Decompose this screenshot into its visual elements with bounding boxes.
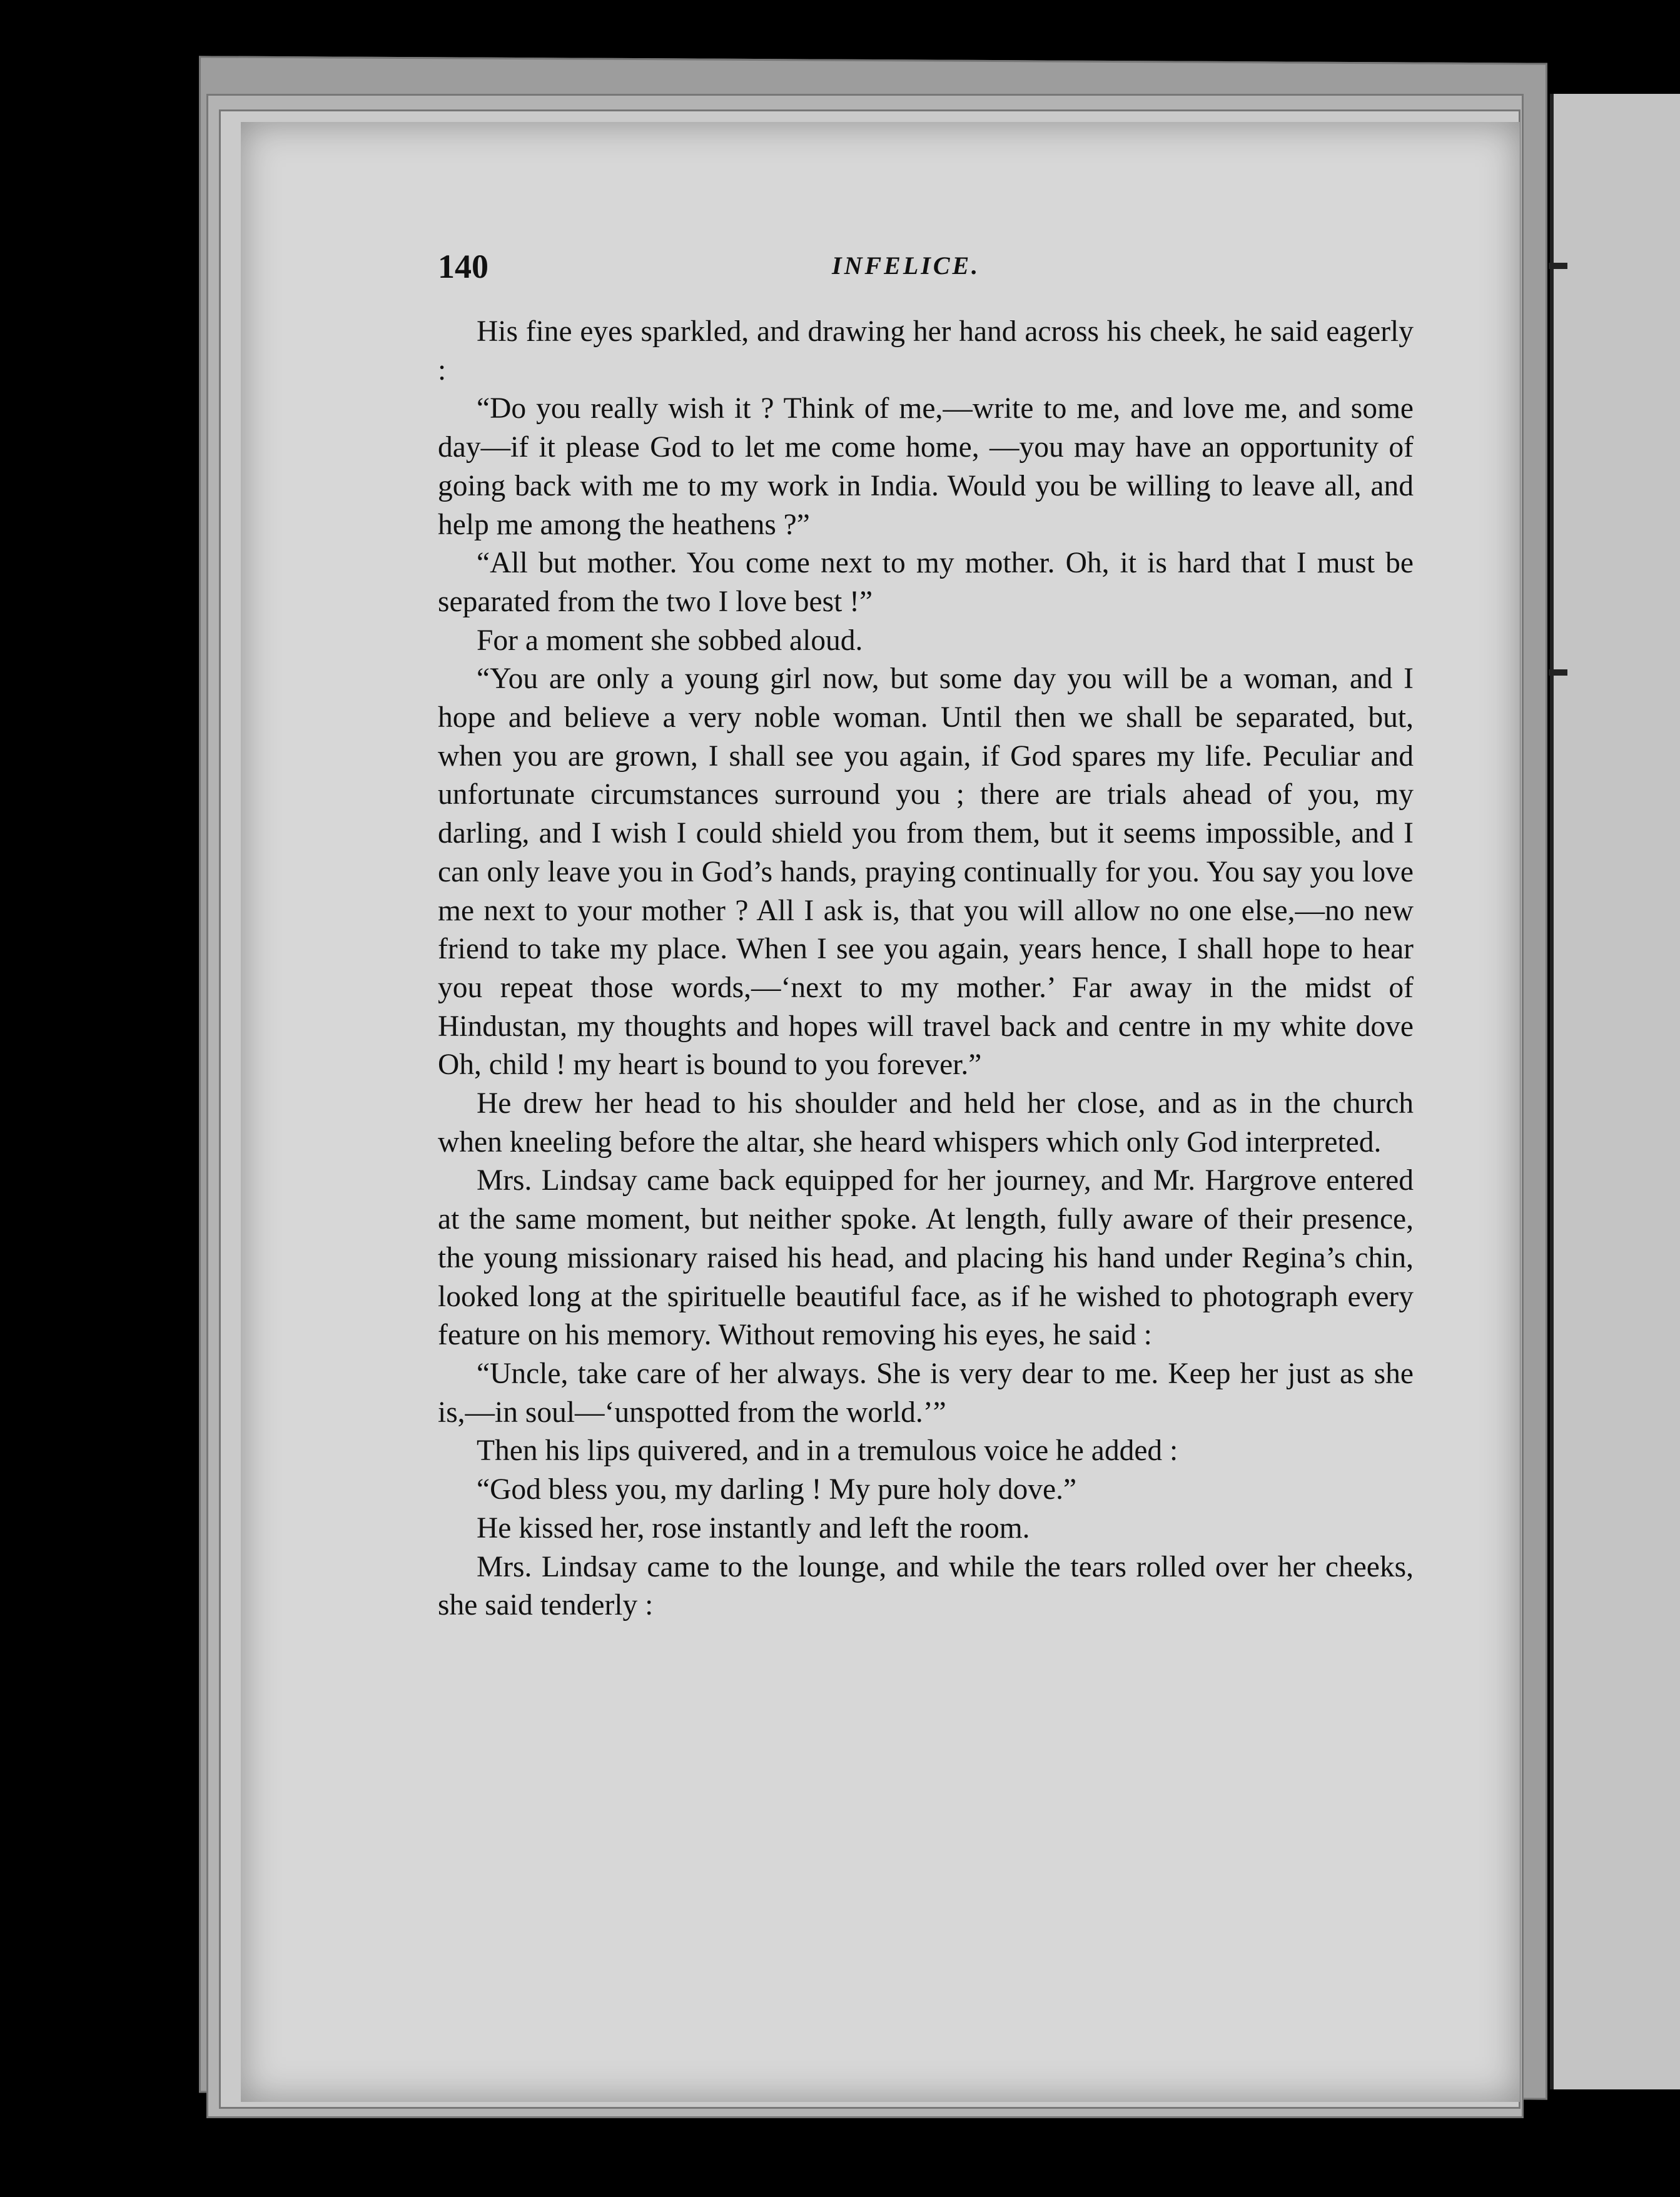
paragraph: He kissed her, rose instantly and left the room. xyxy=(477,1511,1030,1545)
paragraph: Mrs. Lindsay came to the lounge, and while the tears rolled over her cheeks, she said tenderly : xyxy=(438,1550,1414,1622)
paragraph: For a moment she sobbed aloud. xyxy=(477,624,863,657)
paragraph: “God bless you, my darling ! My pure holy dove.” xyxy=(477,1473,1077,1506)
page-number: 140 xyxy=(438,248,488,285)
paragraph: Mrs. Lindsay came back equipped for her journey, and Mr. Hargrove entered at the same moment, but neither spoke. At length, fully aware of their presence, the young missionary raised his head, and placing his hand under Regina’s chin, looked long at the spirituelle beautiful face, as if he wished to photograph every feature on his memory. Without removing his eyes, he said : xyxy=(438,1164,1414,1352)
binding-mark xyxy=(1549,263,1567,269)
paragraph: He drew her head to his shoulder and held her close, and as in the church when kneeling before the altar, she heard whispers which only God interpreted. xyxy=(438,1087,1414,1159)
paragraph: “Uncle, take care of her always. She is very dear to me. Keep her just as she is,—in soul—‘unspotted from the world.’” xyxy=(438,1357,1414,1429)
paragraph: “Do you really wish it ? Think of me,—write to me, and love me, and some day—if it please God to let me come home, —you may have an opportunity of going back with me to my work in India. Would you be willing to leave all, and help me among the heathens ?” xyxy=(438,392,1414,541)
book-title: INFELICE. xyxy=(832,251,981,280)
running-head xyxy=(438,247,1401,291)
binding-mark xyxy=(1549,669,1567,676)
body-text xyxy=(438,313,1414,1625)
paragraph: “You are only a young girl now, but some day you will be a woman, and I hope and believe a very noble woman. Until then we shall be separated, but, when you are grown, I shall see you again, if God spares my life. Peculiar and unfortunate circumstances surround you ; there are trials ahead of you, my darling, and I wish I could shield you from them, but it seems impossible, and I can only leave you in God’s hands, praying continually for you. You say you love me next to your mother ? All I ask is, that you will allow no one else,—no new friend to take my place. When I see you again, years hence, I shall hope to hear you repeat those words,—‘next to my mother.’ Far away in the midst of Hindustan, my thoughts and hopes will travel back and centre in my white dove Oh, child ! my heart is bound to you forever.” xyxy=(438,662,1414,1082)
paragraph: Then his lips quivered, and in a tremulous voice he added : xyxy=(477,1434,1178,1468)
paragraph: His fine eyes sparkled, and drawing her hand across his cheek, he said eagerly : xyxy=(438,315,1414,387)
paragraph: “All but mother. You come next to my mother. Oh, it is hard that I must be separated from the two I love best !” xyxy=(438,547,1414,618)
facing-page-edge xyxy=(1550,94,1680,2089)
